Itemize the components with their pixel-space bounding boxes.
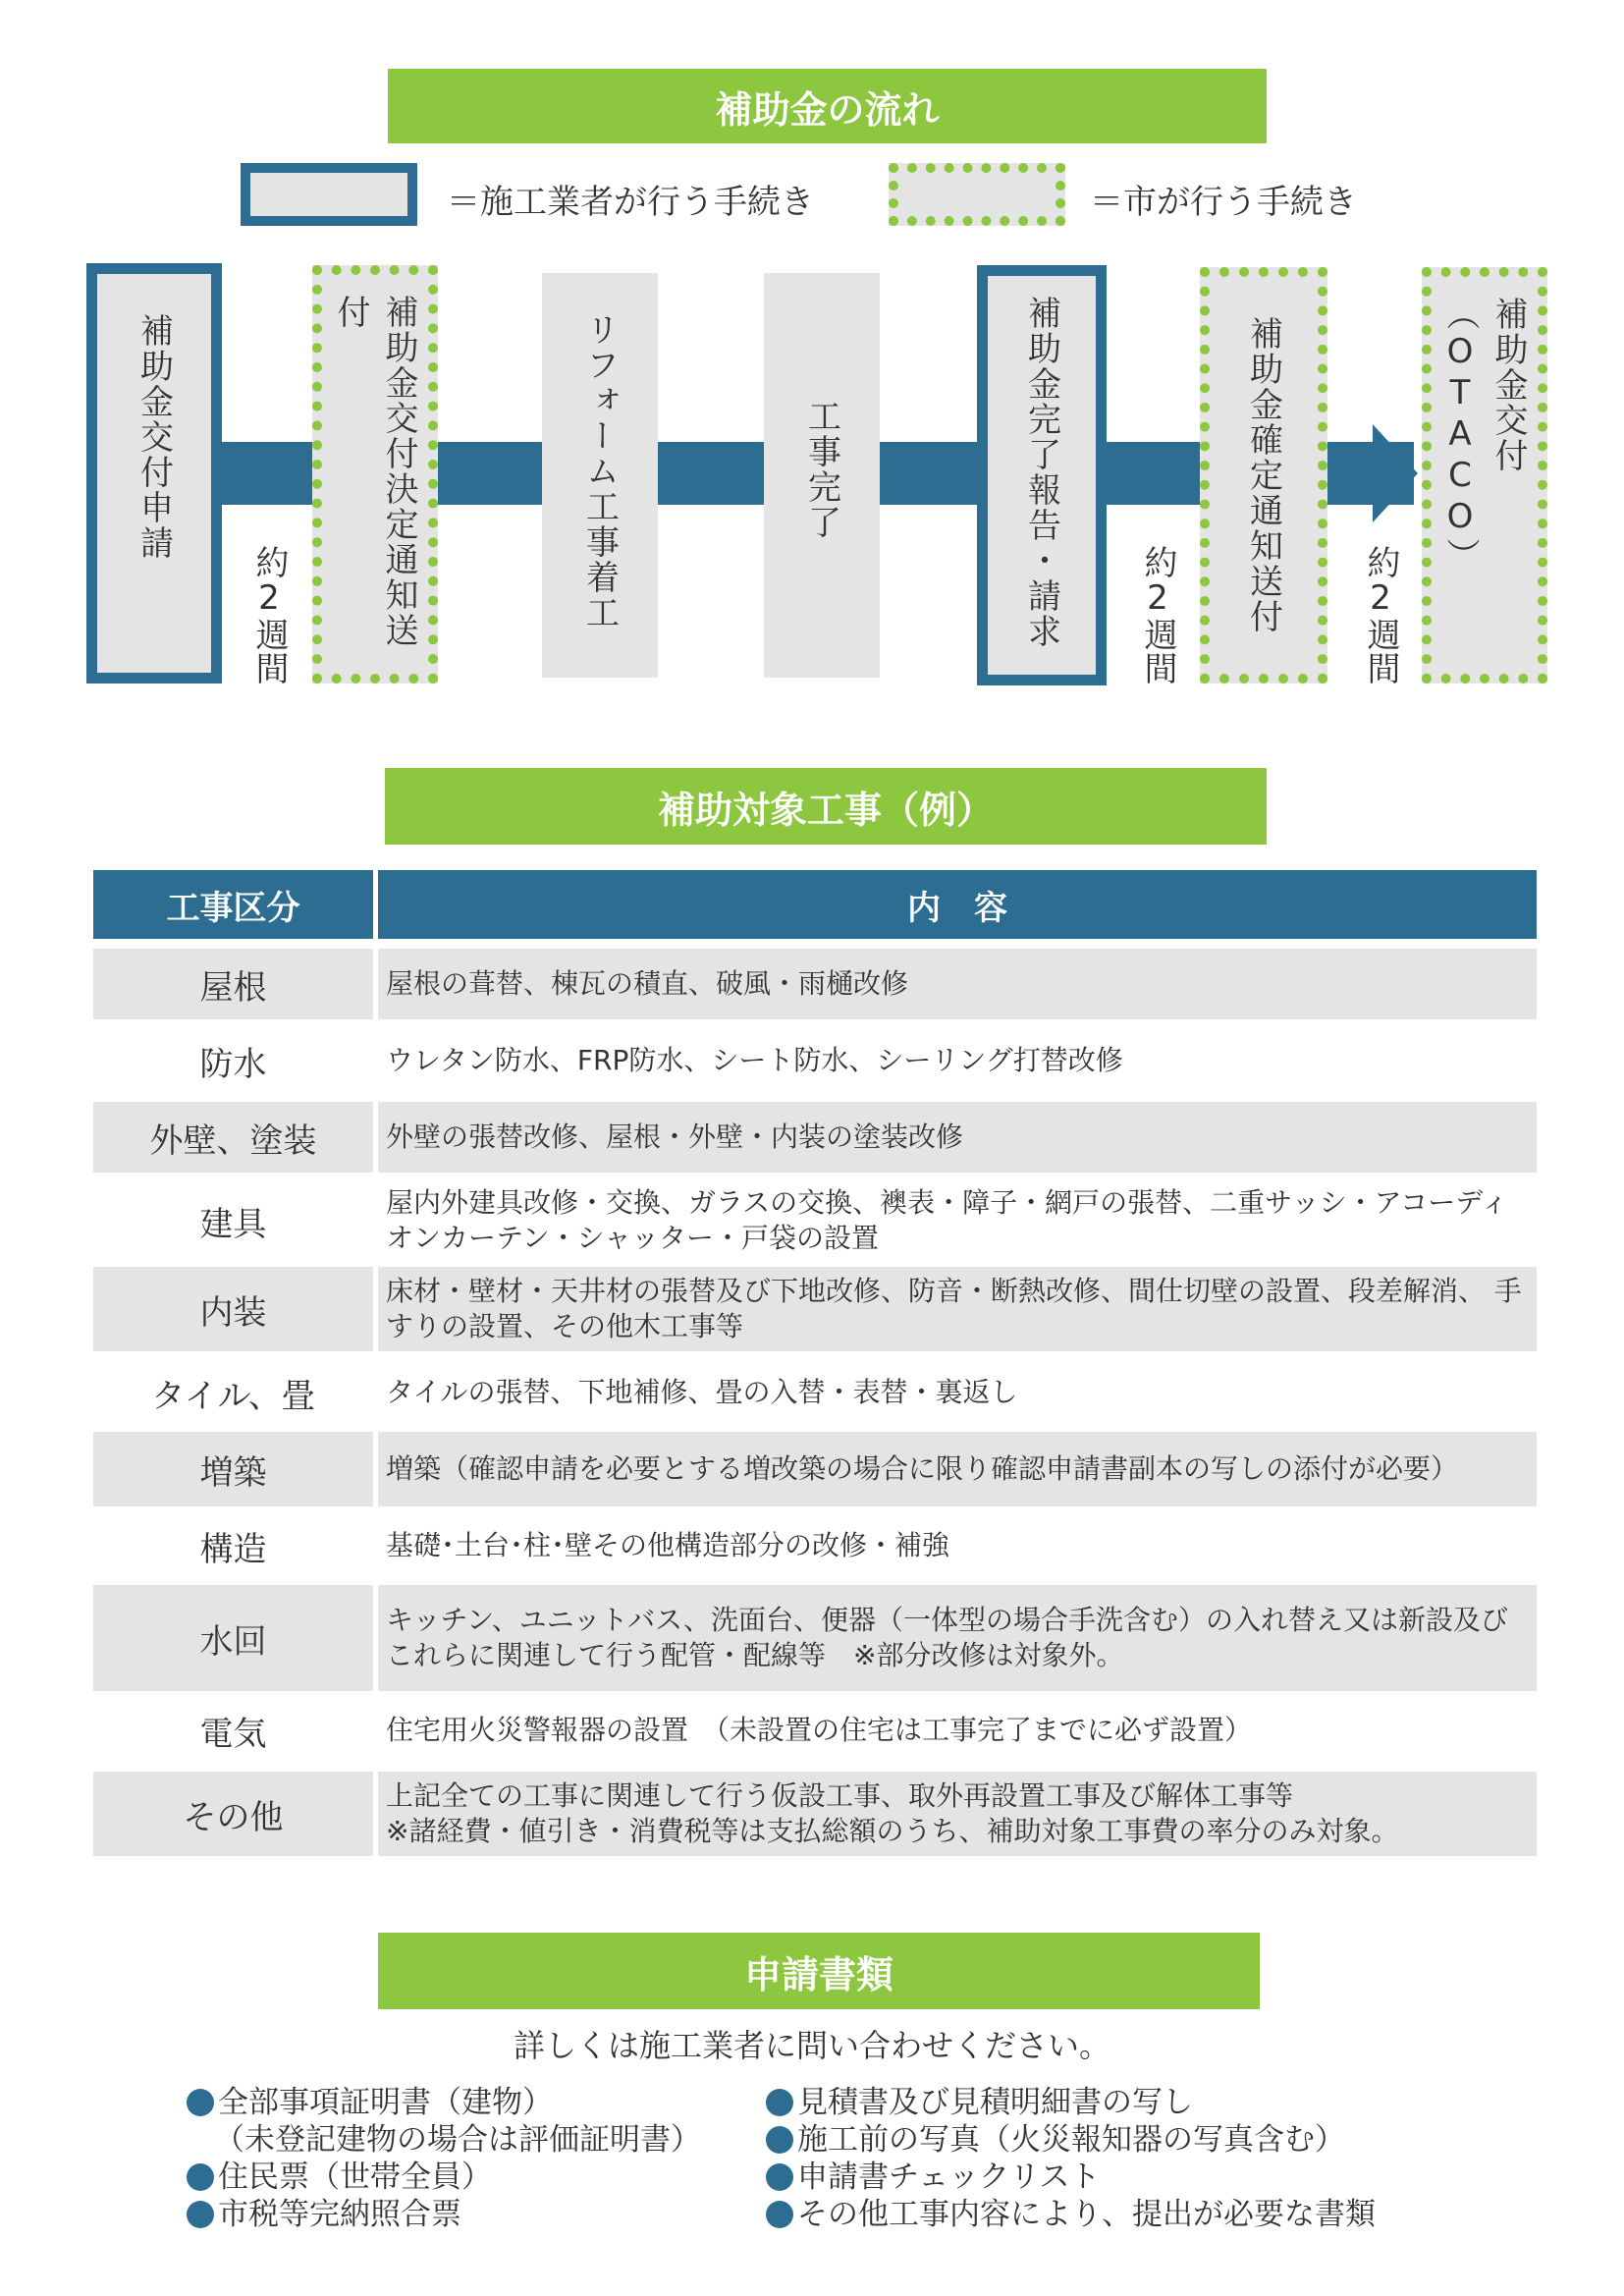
table-row	[93, 1102, 1537, 1173]
legend-contractor-swatch	[241, 163, 417, 226]
documents-section-title: 申請書類	[378, 1933, 1260, 2009]
document-item-text: 全部事項証明書（建物）	[218, 2085, 553, 2120]
document-item-text: その他工事内容により、提出が必要な書類	[797, 2197, 1376, 2232]
row-content: 上記全ての工事に関連して行う仮設工事、取外再設置工事及び解体工事等 ※諸経費・値引き・消費税等は支払総額のうち、補助対象工事費の率分のみ対象。	[378, 1772, 1537, 1856]
flow-step-label: 補助金交付（OTACO）	[1440, 297, 1528, 574]
flow-step-grant-payment	[1422, 267, 1547, 683]
row-category: 増築	[93, 1432, 373, 1506]
row-content: ウレタン防水、FRP防水、シート防水、シーリング打替改修	[386, 1044, 1123, 1076]
legend-city-swatch	[889, 163, 1065, 226]
row-category: 外壁、塗装	[93, 1102, 373, 1173]
table-row	[93, 1357, 1537, 1428]
flow-step-construction-start	[542, 273, 658, 678]
bullet-icon	[187, 2089, 214, 2116]
row-category: 電気	[199, 1714, 267, 1754]
flow-step-label: リフォーム工事着工	[579, 312, 620, 630]
table-row	[93, 1772, 1537, 1856]
table-row	[93, 949, 1537, 1019]
flow-step-completion-report	[977, 265, 1107, 685]
table-row	[93, 1585, 1537, 1691]
row-category: その他	[93, 1772, 373, 1856]
row-content: 増築（確認申請を必要とする増改築の場合に限り確認申請書副本の写しの添付が必要）	[378, 1432, 1537, 1506]
row-category: 内装	[93, 1267, 373, 1351]
row-content: 基礎･土台･柱･壁その他構造部分の改修・補強	[386, 1529, 950, 1561]
flow-step-grant-decision	[312, 265, 438, 683]
flow-step-construction-complete	[764, 273, 880, 678]
row-content: 外壁の張替改修、屋根・外壁・内装の塗装改修	[378, 1102, 1537, 1173]
flow-step-application	[86, 263, 222, 683]
bullet-icon	[766, 2089, 793, 2116]
document-item	[187, 2084, 553, 2121]
document-item-text: 住民票（世帯全員）	[218, 2159, 492, 2195]
row-content: 屋根の葺替、棟瓦の積直、破風・雨樋改修	[378, 949, 1537, 1019]
table-row	[93, 1025, 1537, 1096]
row-content: タイルの張替、下地補修、畳の入替・表替・裏返し	[386, 1376, 1018, 1408]
table-row	[93, 1178, 1537, 1263]
table-row	[93, 1510, 1537, 1581]
bullet-icon	[187, 2163, 214, 2191]
bullet-icon	[766, 2163, 793, 2191]
document-item	[766, 2196, 1376, 2233]
flow-step-label: 補助金交付申請	[134, 313, 174, 561]
flow-duration-label: 約2週間	[1138, 545, 1177, 684]
bullet-icon	[766, 2126, 793, 2154]
row-category: タイル、畳	[151, 1376, 315, 1416]
flow-step-label: 補助金完了報告・請求	[1021, 296, 1061, 649]
bullet-icon	[187, 2201, 214, 2228]
document-item	[187, 2196, 461, 2233]
row-category: 水回	[93, 1585, 373, 1691]
table-row	[93, 1432, 1537, 1506]
flow-step-grant-confirmation	[1200, 267, 1327, 683]
flow-duration-label: 約2週間	[1361, 545, 1400, 684]
document-item	[766, 2084, 1193, 2121]
flow-step-label: 補助金交付決定通知送付	[331, 295, 418, 648]
flow-arrow-head	[1373, 424, 1418, 522]
document-item	[766, 2121, 1345, 2159]
row-category: 構造	[199, 1529, 267, 1569]
works-section-title: 補助対象工事（例）	[385, 768, 1267, 845]
flow-step-label: 補助金確定通知送付	[1243, 316, 1283, 634]
document-item	[766, 2159, 1100, 2196]
flow-step-label: 工事完了	[801, 399, 841, 540]
document-item-text: 見積書及び見積明細書の写し	[797, 2085, 1193, 2120]
legend-city-text: ＝市が行う手続き	[1090, 183, 1357, 222]
row-category: 屋根	[93, 949, 373, 1019]
row-content: キッチン、ユニットバス、洗面台、便器（一体型の場合手洗含む）の入れ替え又は新設及びこれらに関連して行う配管・配線等 ※部分改修は対象外。	[378, 1585, 1537, 1691]
document-item	[187, 2159, 492, 2196]
row-content: 屋内外建具改修・交換、ガラスの交換、襖表・障子・網戸の張替、二重サッシ・アコーディオンカーテン・シャッター・戸袋の設置	[386, 1186, 1508, 1254]
legend-contractor-text: ＝施工業者が行う手続き	[447, 183, 814, 222]
row-content: 住宅用火災警報器の設置 （未設置の住宅は工事完了までに必ず設置）	[386, 1714, 1253, 1746]
table-header-content: 内 容	[378, 870, 1537, 939]
document-item-note: （未登記建物の場合は評価証明書）	[214, 2122, 701, 2158]
row-category: 建具	[199, 1204, 267, 1244]
bullet-icon	[766, 2201, 793, 2228]
flow-duration-label: 約2週間	[249, 545, 289, 684]
table-row	[93, 1267, 1537, 1351]
row-content: 床材・壁材・天井材の張替及び下地改修、防音・断熱改修、間仕切壁の設置、段差解消、 手すりの設置、その他木工事等	[378, 1267, 1537, 1351]
document-item-text: 施工前の写真（火災報知器の写真含む）	[797, 2122, 1345, 2158]
table-header-category: 工事区分	[93, 870, 373, 939]
document-item-text: 申請書チェックリスト	[797, 2159, 1101, 2195]
flow-section-title: 補助金の流れ	[388, 69, 1267, 143]
document-item-text: 市税等完納照合票	[218, 2197, 461, 2232]
row-category: 防水	[199, 1044, 267, 1084]
documents-intro: 詳しくは施工業者に問い合わせください。	[513, 2027, 1110, 2064]
table-row	[93, 1695, 1537, 1766]
